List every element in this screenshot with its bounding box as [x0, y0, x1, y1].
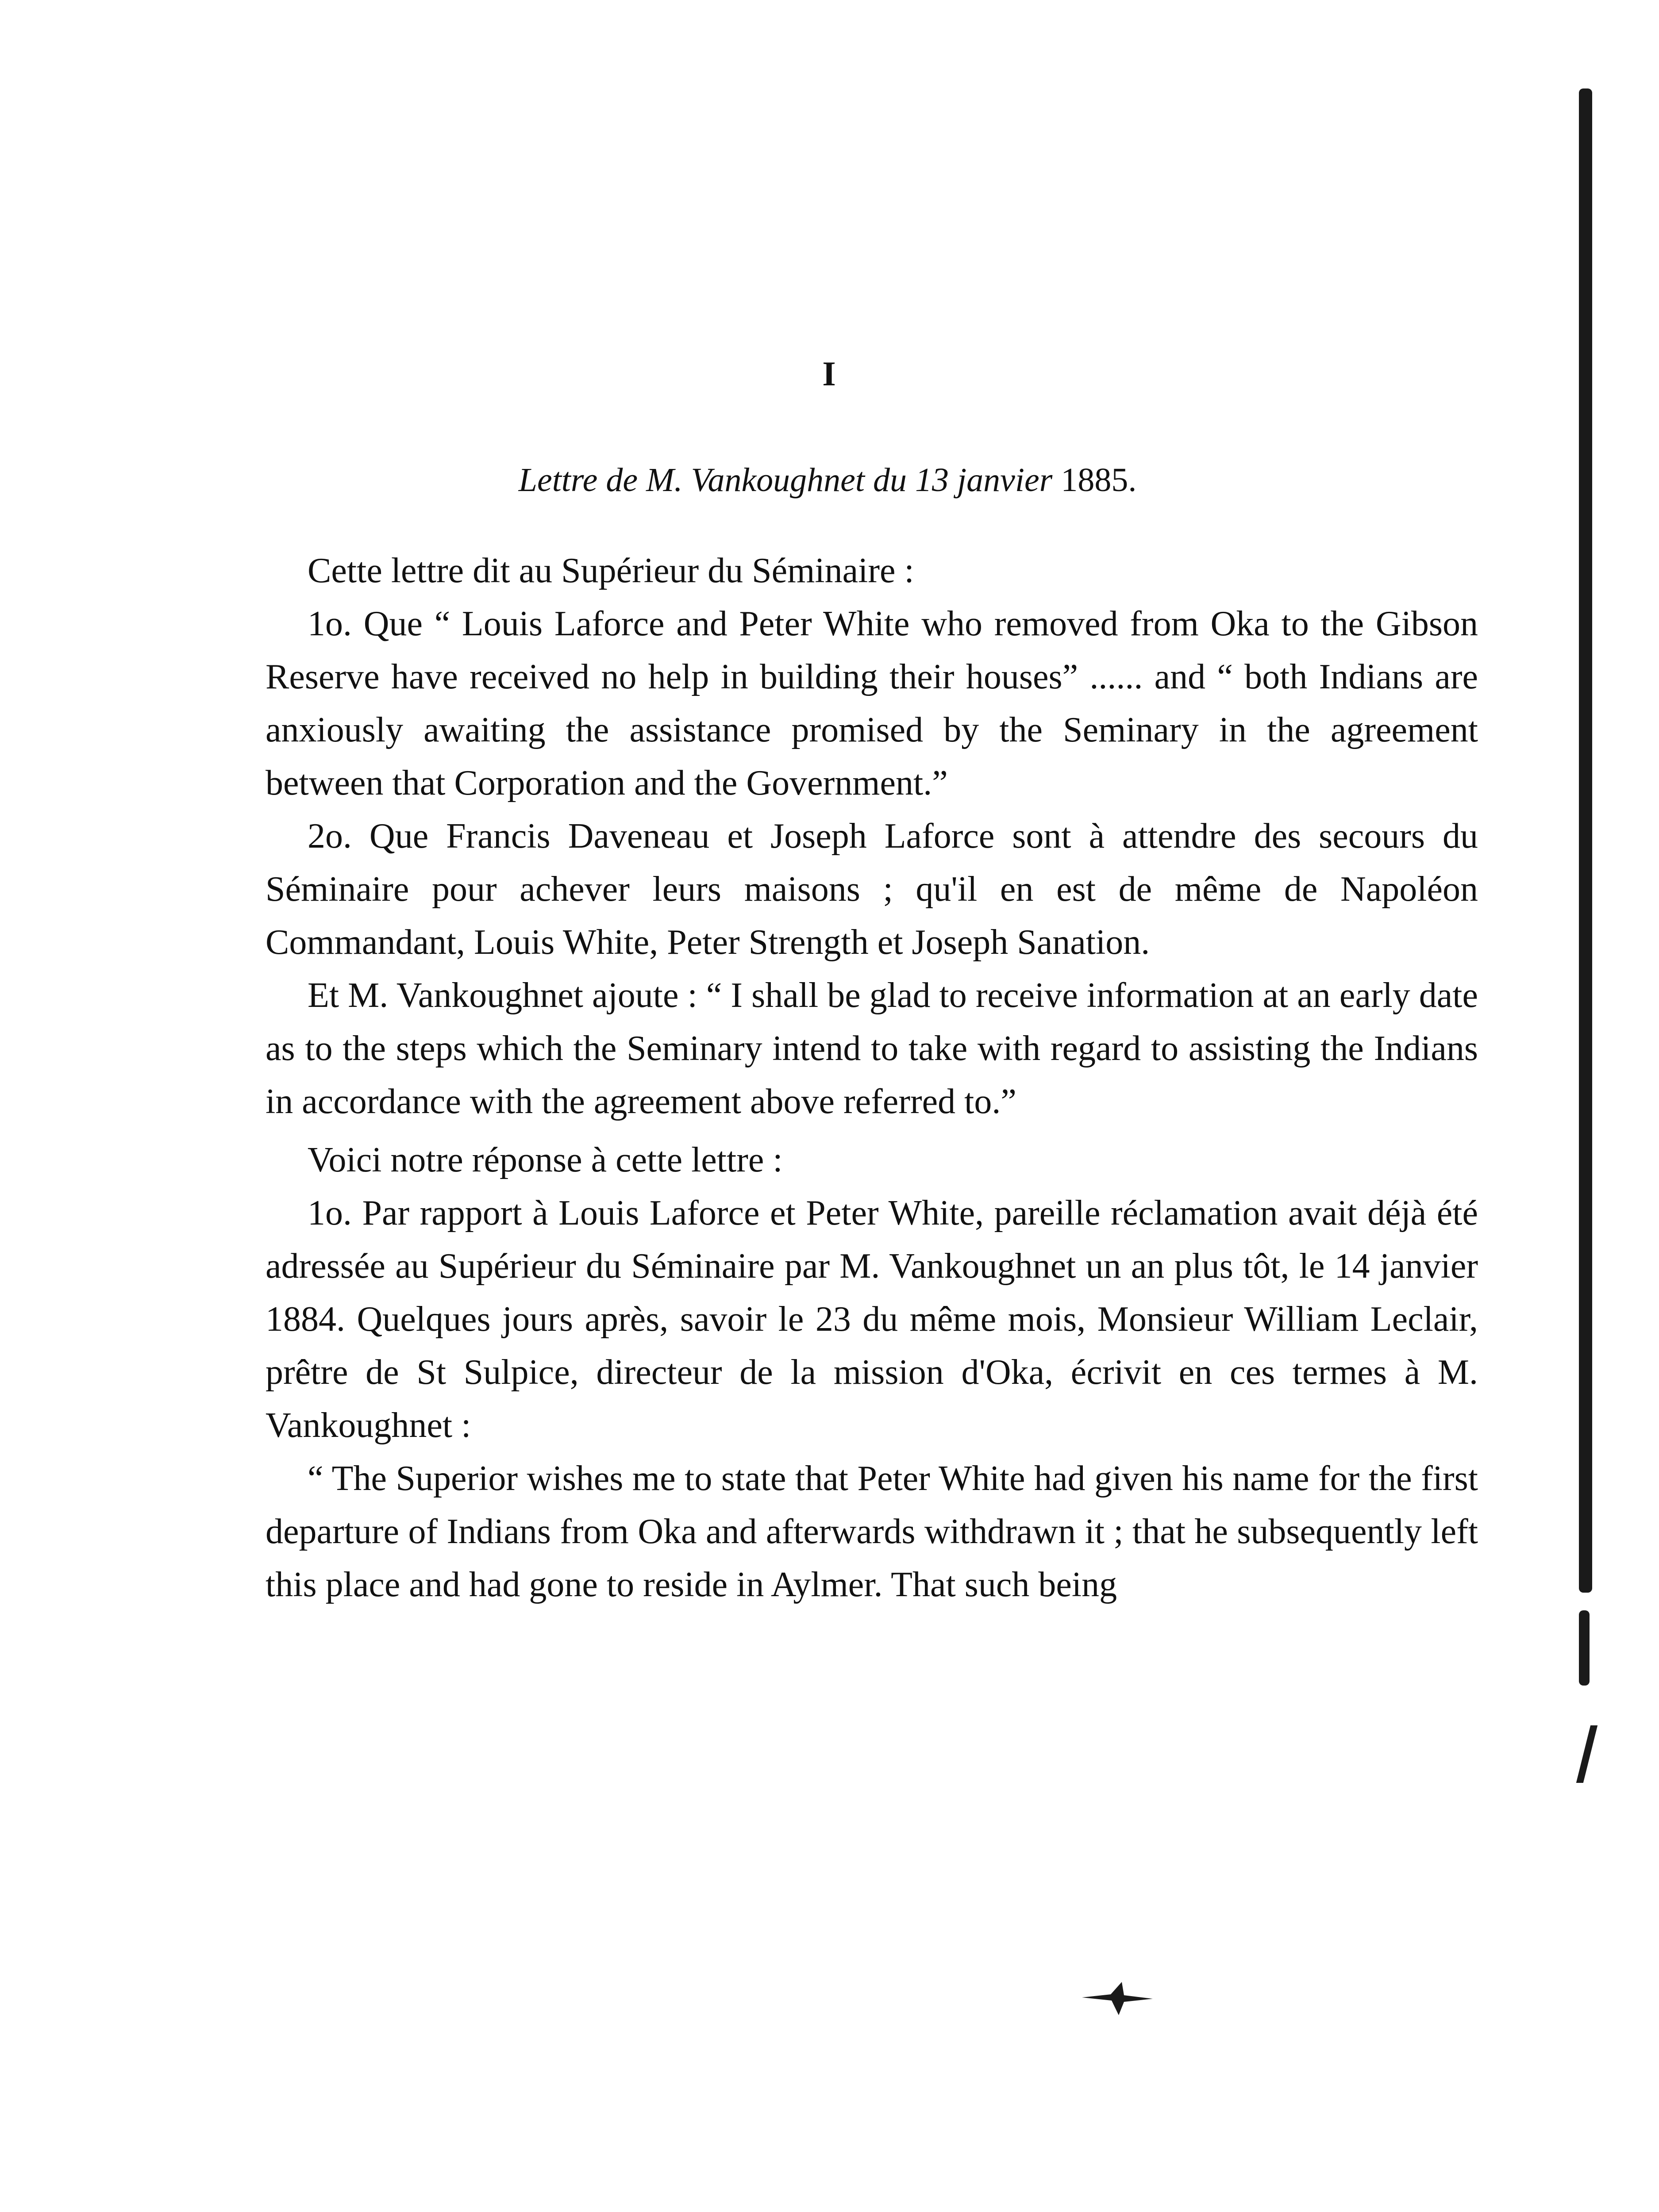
- paragraph-point-1: 1o. Que “ Louis Laforce and Peter White who removed from Oka to the Gibson Reserve have received no help in building their houses” ...... and “ both Indians are anxiously awaiting the assistance promised by the Seminary in the agreement between that Corporation and the Government.”: [266, 604, 1478, 803]
- paragraph-addendum: Et M. Vankoughnet ajoute : “ I shall be glad to receive information at an early date as to the steps which the Seminary intend to take with regard to assisting the Indians in accordance with the agreement above referred to.”: [266, 976, 1478, 1121]
- scan-edge-bar-lower: [1579, 1610, 1590, 1686]
- scan-edge-tick: [1576, 1725, 1597, 1783]
- body-text: [266, 544, 1478, 1611]
- paragraph-point-2: 2o. Que Francis Daveneau et Joseph Laforce sont à attendre des secours du Séminaire pour achever leurs maisons ; qu'il en est de même de Napoléon Commandant, Louis White, Peter Strength et Joseph Sanation.: [266, 817, 1478, 962]
- ornament-icon: [1080, 1978, 1155, 2017]
- paragraph-intro: Cette lettre dit au Supérieur du Séminaire :: [308, 551, 914, 590]
- page-heading: [266, 460, 1390, 500]
- paragraph-quotation: “ The Superior wishes me to state that Peter White had given his name for the first departure of Indians from Oka and afterwards withdrawn it ; that he subsequently left this place and had gone to reside in Aylmer. That such being: [266, 1459, 1478, 1604]
- paragraph-response-1: 1o. Par rapport à Louis Laforce et Peter White, pareille réclamation avait déjà été adressée au Supérieur du Séminaire par M. Vankoughnet un an plus tôt, le 14 janvier 1884. Quelques jours après, savoir le 23 du même mois, Monsieur William Leclair, prêtre de St Sulpice, directeur de la mission d'Oka, écrivit en ces termes à M. Vankoughnet :: [266, 1194, 1478, 1445]
- scan-edge-bar: [1579, 88, 1592, 1593]
- heading-title: Lettre de M. Vankoughnet du 13 janvier: [518, 461, 1053, 499]
- heading-year: 1885.: [1061, 461, 1137, 499]
- page-number: I: [822, 354, 837, 393]
- paragraph-response-intro: Voici notre réponse à cette lettre :: [308, 1141, 783, 1179]
